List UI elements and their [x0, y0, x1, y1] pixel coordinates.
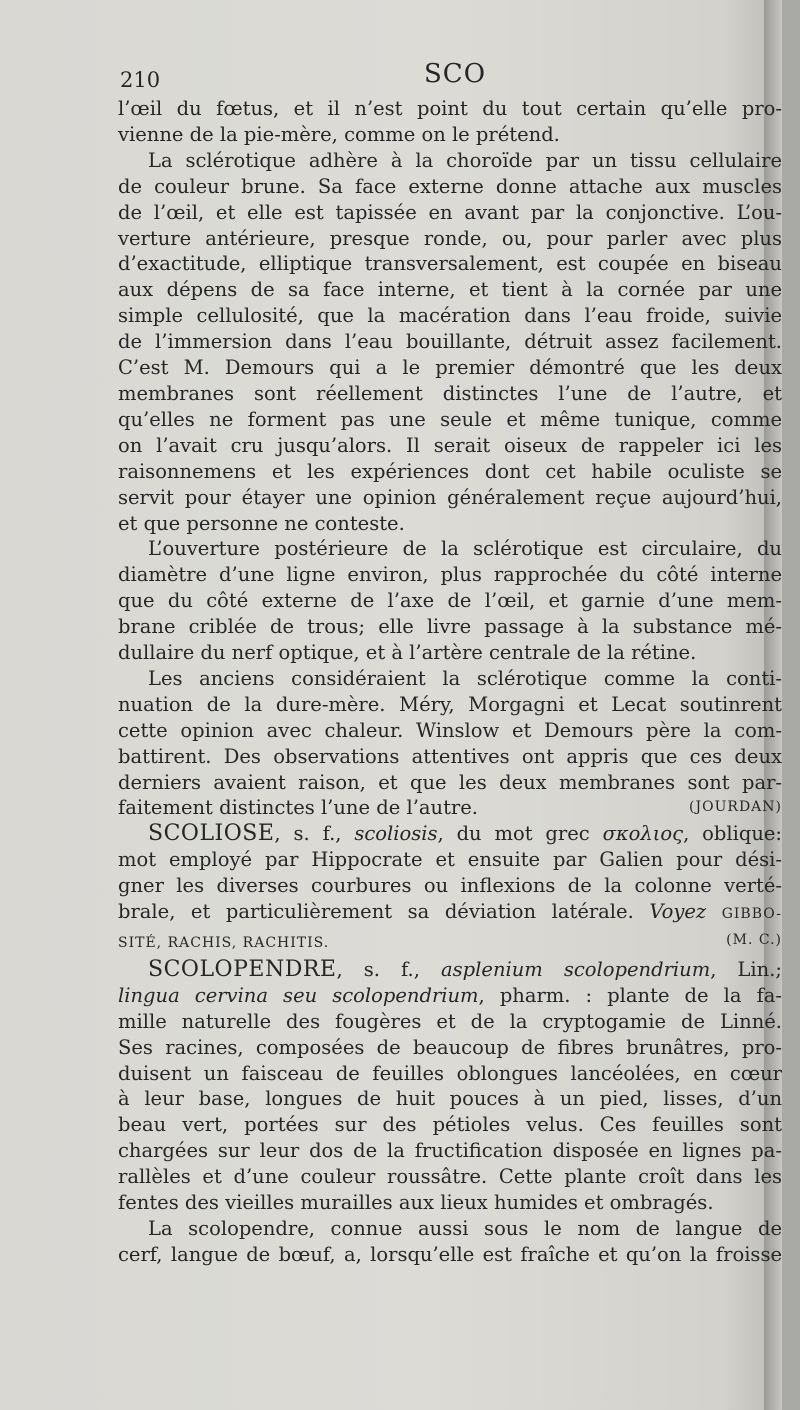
text-line	[118, 983, 782, 1009]
entry-headword: SCOLIOSE	[148, 821, 275, 847]
text-line: battirent. Des observations attentives ont appris que ces deux	[118, 744, 782, 768]
entry-text: , Lin.;	[710, 957, 782, 981]
running-head: SCO	[424, 59, 487, 89]
text-line: aux dépens de sa face interne, et tient à la cornée par une	[118, 278, 782, 302]
text-line: mot employé par Hippocrate et ensuite par Galien pour dési-	[118, 848, 782, 872]
text-line: beau vert, portées sur des pétioles velus. Ces feuilles sont	[118, 1113, 782, 1137]
author-signature: (JOURDAN)	[689, 799, 782, 816]
text-line: Ses racines, composées de beaucoup de fibres brunâtres, pro-	[118, 1035, 782, 1059]
text-line: duisent un faisceau de feuilles oblongues lancéolées, en cœur	[118, 1061, 782, 1085]
entry-text: , s. f.,	[274, 822, 355, 846]
page-header	[118, 60, 782, 96]
greek-word: σκολιος	[602, 822, 684, 846]
author-signature: (M. C.)	[726, 932, 782, 948]
text-line: mille naturelle des fougères et de la cryptogamie de Linné.	[118, 1009, 782, 1033]
text-line: nuation de la dure-mère. Méry, Morgagni et Lecat soutinrent	[118, 692, 782, 716]
line-text: faitement distinctes l’une de l’autre.	[118, 796, 478, 820]
text-line: verture antérieure, presque ronde, ou, pour parler avec plus	[118, 226, 782, 250]
text-line: dullaire du nerf optique, et à l’artère centrale de la rétine.	[118, 641, 697, 665]
text-line: d’exactitude, elliptique transversalement, est coupée en biseau	[118, 252, 782, 276]
entry-text: , du mot grec	[437, 822, 603, 846]
text-line: on l’avait cru jusqu’alors. Il serait oiseux de rappeler ici les	[118, 433, 782, 457]
text-line: C’est M. Demours qui a le premier démontré que les deux	[118, 356, 782, 380]
latin-name: scoliosis	[354, 822, 438, 846]
text-line: membranes sont réellement distinctes l’une de l’autre, et	[118, 381, 782, 405]
text-line: de l’œil, et elle est tapissée en avant par la conjonctive. L’ou-	[118, 200, 782, 224]
text-line: vienne de la pie-mère, comme on le prétend.	[118, 122, 560, 146]
text-line: cette opinion avec chaleur. Winslow et Demours père la com-	[118, 718, 782, 742]
latin-name: lingua cervina seu scolopendrium	[118, 983, 479, 1007]
text-line: La sclérotique adhère à la choroïde par un tissu cellulaire	[148, 148, 782, 172]
text-line: gner les diverses courbures ou inflexions de la colonne verté-	[118, 874, 782, 898]
text-line: diamètre d’une ligne environ, plus rapprochée du côté interne	[118, 563, 782, 587]
text-line: raisonnemens et les expériences dont cet habile oculiste se	[118, 459, 782, 483]
latin-name: asplenium scolopendrium	[441, 957, 711, 981]
text-line: et que personne ne conteste.	[118, 511, 405, 535]
entry-text: , pharm. : plante de la fa-	[478, 983, 782, 1007]
text-line: que du côté externe de l’axe de l’œil, et garnie d’une mem-	[118, 589, 782, 613]
text-line: qu’elles ne forment pas une seule et même tunique, comme	[118, 407, 782, 431]
text-line: l’œil du fœtus, et il n’est point du tout certain qu’elle pro-	[118, 97, 782, 120]
text-line: de l’immersion dans l’eau bouillante, détruit assez facilement.	[118, 330, 782, 354]
entry-scoliose-line	[118, 821, 782, 847]
text-line: de couleur brune. Sa face externe donne attache aux muscles	[118, 174, 782, 198]
text-line: Les anciens considéraient la sclérotique comme la conti-	[148, 666, 782, 690]
text-line	[118, 928, 782, 957]
text-line: chargées sur leur dos de la fructification disposée en lignes pa-	[118, 1139, 782, 1163]
cross-reference: SITÉ, RACHIS, RACHITIS.	[118, 935, 330, 951]
text-line: servit pour étayer une opinion généralement reçue aujourd’hui,	[118, 485, 782, 509]
text-line: brane criblée de trous; elle livre passage à la substance mé-	[118, 615, 782, 639]
text-line: L’ouverture postérieure de la sclérotique est circulaire, du	[148, 537, 782, 561]
page-text	[118, 60, 782, 1268]
page-number: 210	[120, 68, 161, 92]
text-line: cerf, langue de bœuf, a, lorsqu’elle est fraîche et qu’on la froisse	[118, 1242, 782, 1266]
entry-text: , oblique:	[683, 822, 782, 846]
text-line: rallèles et d’une couleur roussâtre. Cette plante croît dans les	[118, 1165, 782, 1189]
see-also-label: Voyez	[649, 900, 707, 924]
entry-text: , s. f.,	[336, 957, 442, 981]
text-line: simple cellulosité, que la macération dans l’eau froide, suivie	[118, 304, 782, 328]
text-line: La scolopendre, connue aussi sous le nom de langue de	[148, 1216, 782, 1240]
text-line	[118, 899, 782, 928]
entry-text: brale, et particulièrement sa déviation latérale.	[118, 900, 650, 924]
text-line: fentes des vieilles murailles aux lieux humides et ombragés.	[118, 1191, 714, 1215]
text-line	[118, 795, 782, 821]
text-line: à leur base, longues de huit pouces à un pied, lisses, d’un	[118, 1087, 782, 1111]
text-line: derniers avaient raison, et que les deux membranes sont par-	[118, 770, 782, 794]
entry-headword: SCOLOPENDRE	[148, 956, 337, 982]
cross-reference: GIBBO-	[721, 906, 782, 923]
entry-scolopendre-line	[118, 957, 782, 983]
